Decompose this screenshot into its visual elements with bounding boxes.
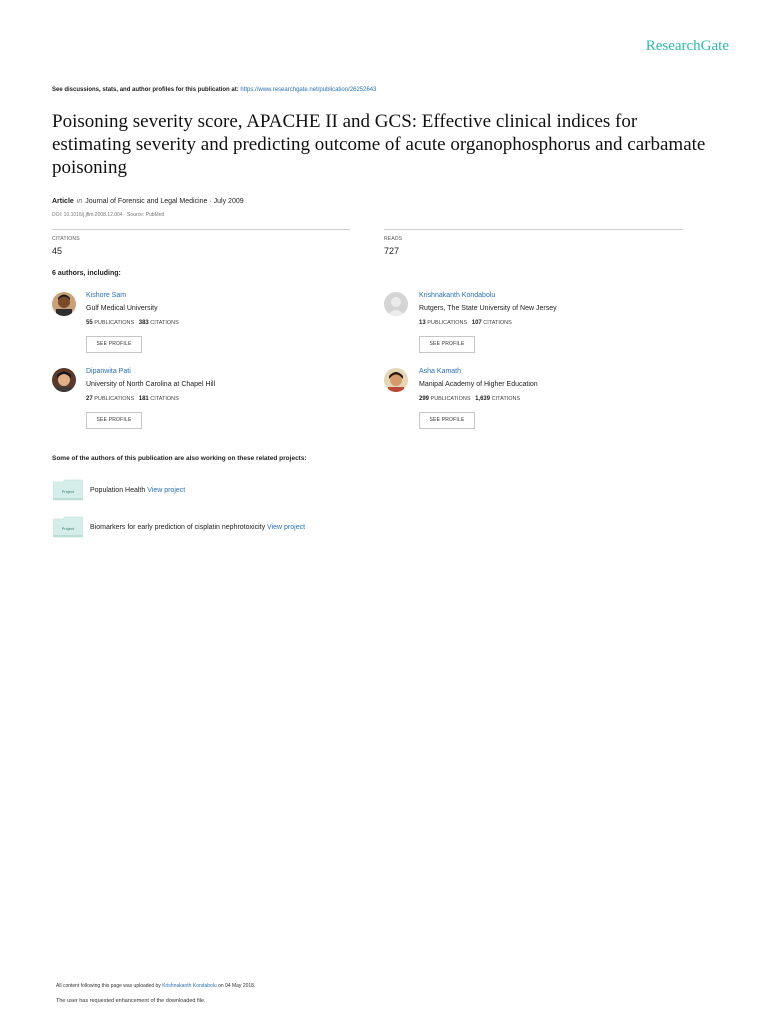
- publications-label: PUBLICATIONS: [430, 396, 471, 402]
- discussions-text: See discussions, stats, and author profiles for this publication at:: [52, 87, 239, 93]
- in-word: in: [76, 198, 83, 205]
- project-folder-icon: [53, 516, 83, 538]
- publications-count: 299: [419, 396, 430, 402]
- publications-label: PUBLICATIONS: [94, 320, 135, 326]
- publications-count: 55: [86, 320, 93, 326]
- author-stats: [419, 320, 512, 326]
- citations-value: 45: [52, 246, 63, 256]
- citations-count: 107: [471, 320, 482, 326]
- project-folder-icon: [53, 479, 83, 501]
- citations-count: 181: [138, 396, 149, 402]
- avatar[interactable]: [52, 368, 76, 392]
- reads-label: READS: [384, 236, 403, 242]
- author-affiliation: Rutgers, The State University of New Jersey: [419, 305, 557, 312]
- project-item: [90, 487, 185, 494]
- project-item: [90, 524, 305, 531]
- author-name[interactable]: Asha Kamath: [419, 368, 462, 375]
- citations-label: CITATIONS: [483, 320, 512, 326]
- see-profile-button[interactable]: SEE PROFILE: [419, 412, 475, 429]
- publications-count: 27: [86, 396, 93, 402]
- avatar[interactable]: [384, 368, 408, 392]
- citations-label: CITATIONS: [150, 396, 179, 402]
- view-project-link[interactable]: View project: [267, 524, 306, 531]
- author-affiliation: University of North Carolina at Chapel Hill: [86, 381, 216, 388]
- divider-right: [384, 229, 683, 230]
- journal-name: Journal of Forensic and Legal Medicine · July 2009: [85, 198, 244, 205]
- citations-count: 383: [138, 320, 149, 326]
- author-stats: [86, 396, 179, 402]
- citations-label: CITATIONS: [52, 236, 80, 242]
- see-profile-button[interactable]: SEE PROFILE: [86, 412, 142, 429]
- article-type: Article: [52, 198, 74, 205]
- view-project-link[interactable]: View project: [147, 487, 186, 494]
- publications-label: PUBLICATIONS: [427, 320, 468, 326]
- reads-value: 727: [384, 246, 400, 256]
- see-profile-button[interactable]: SEE PROFILE: [419, 336, 475, 353]
- project-title: Biomarkers for early prediction of cisplatin nephrotoxicity: [90, 524, 266, 531]
- author-name[interactable]: Krishnakanth Kondabolu: [419, 292, 496, 299]
- avatar[interactable]: [52, 292, 76, 316]
- citations-count: 1,639: [475, 396, 491, 402]
- author-name[interactable]: Dipanwita Pati: [86, 368, 131, 375]
- author-affiliation: Gulf Medical University: [86, 305, 158, 312]
- see-profile-button[interactable]: SEE PROFILE: [86, 336, 142, 353]
- researchgate-logo[interactable]: ResearchGate: [645, 38, 729, 54]
- author-stats: [419, 396, 520, 402]
- project-folder-label: Project: [61, 489, 75, 494]
- upload-prefix: All content following this page was uploaded by: [56, 983, 161, 989]
- publications-count: 13: [419, 320, 426, 326]
- author-name[interactable]: Kishore Sam: [86, 292, 127, 299]
- discussions-line: [52, 87, 376, 93]
- author-stats: [86, 320, 179, 326]
- uploader-link[interactable]: Krishnakanth Kondabolu: [162, 983, 217, 989]
- authors-heading: 6 authors, including:: [52, 270, 121, 277]
- enhancement-note: The user has requested enhancement of the downloaded file.: [56, 998, 206, 1004]
- project-title: Population Health: [90, 487, 146, 494]
- citations-label: CITATIONS: [150, 320, 179, 326]
- publications-label: PUBLICATIONS: [94, 396, 135, 402]
- avatar-placeholder[interactable]: [384, 292, 408, 316]
- divider-left: [52, 229, 350, 230]
- author-affiliation: Manipal Academy of Higher Education: [419, 381, 538, 388]
- doi-line: DOI: 10.1016/j.jflm.2008.12.004 · Source: PubMed: [52, 212, 165, 218]
- article-meta: [52, 198, 244, 205]
- upload-suffix: on 04 May 2018.: [218, 983, 256, 989]
- upload-note: [56, 983, 255, 989]
- publication-url-link[interactable]: https://www.researchgate.net/publication/26252643: [240, 87, 377, 93]
- projects-heading: Some of the authors of this publication are also working on these related projects:: [52, 455, 307, 462]
- article-title: Poisoning severity score, APACHE II and GCS: Effective clinical indices for estimating severity and predicting outcome of acute organophosphorus and carbamate poisoning: [52, 111, 706, 178]
- citations-label: CITATIONS: [491, 396, 521, 402]
- project-folder-label: Project: [61, 526, 75, 531]
